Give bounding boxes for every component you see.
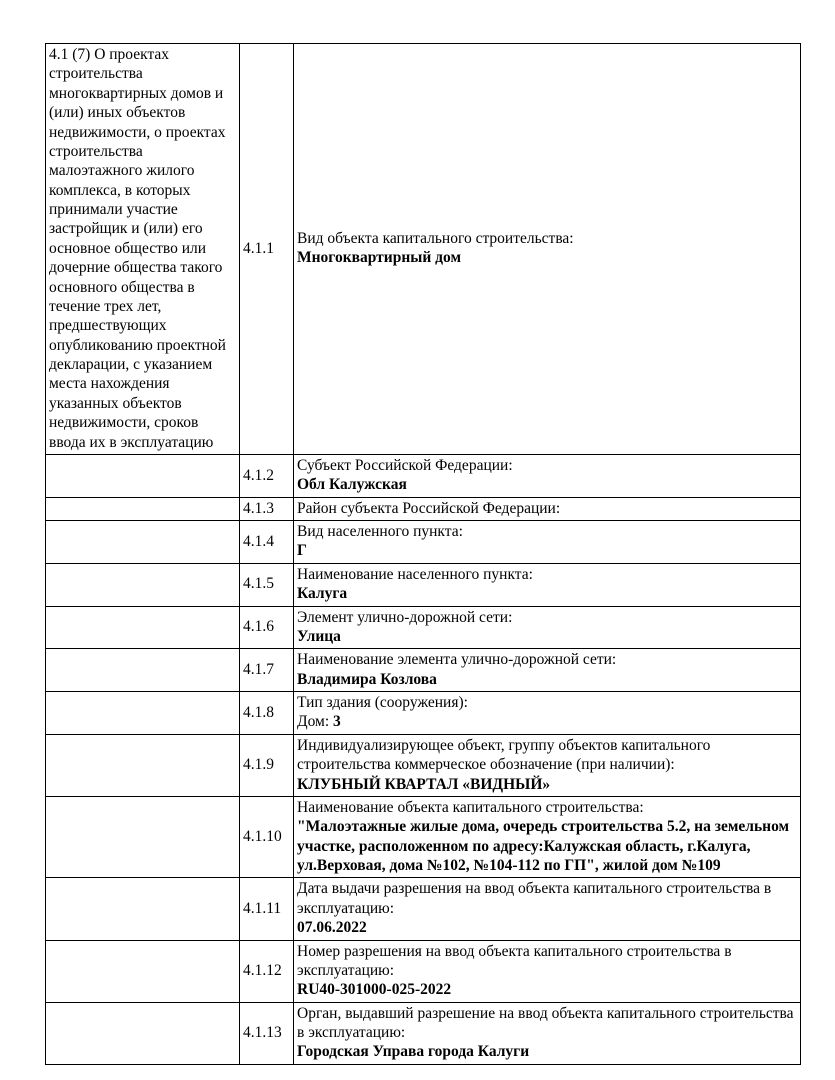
row-number: 4.1.10 — [240, 796, 294, 878]
table-row — [46, 734, 801, 796]
field-value — [297, 918, 797, 937]
field-value — [297, 627, 797, 646]
table-row — [46, 649, 801, 692]
section-description-cell: 4.1 (7) О проектах строительства многоквартирных домов и (или) иных объектов недвижимости, о проектах строительства малоэтажного жилого комплекса, в которых принимали участие застройщик и (или) его основное общество или дочерние общества такого основного общества в течение трех лет, предшествующих опубликованию проектной декларации, с указанием места нахождения указанных объектов недвижимости, сроков ввода их в эксплуатацию — [46, 44, 240, 455]
table-row — [46, 44, 801, 455]
row-content — [294, 497, 801, 520]
left-column-empty-cell — [46, 734, 240, 796]
row-number: 4.1.5 — [240, 563, 294, 606]
field-label: Вид объекта капитального строительства: — [297, 230, 574, 248]
row-content — [294, 521, 801, 564]
field-value-prefix: Дом: — [297, 713, 334, 731]
field-value-text: "Малоэтажные жилые дома, очередь строительства 5.2, на земельном участке, расположенном по адресу:Калужская область, г.Калуга, ул.Верховая, дома №102, №104-112 по ГП", жилой дом №109 — [297, 818, 790, 874]
field-label: Тип здания (сооружения): — [297, 694, 468, 711]
field-label: Индивидуализирующее объект, группу объектов капитального строительства коммерческое обозначение (при наличии): — [297, 736, 711, 774]
field-value-text: Г — [297, 542, 307, 560]
row-number: 4.1.4 — [240, 521, 294, 564]
row-content — [294, 692, 801, 735]
field-value — [297, 541, 797, 560]
table-row — [46, 454, 801, 497]
field-value-text: Многоквартирный дом — [297, 249, 462, 267]
row-number: 4.1.13 — [240, 1002, 294, 1064]
table-row — [46, 563, 801, 606]
left-column-empty-cell — [46, 521, 240, 564]
left-column-empty-cell — [46, 454, 240, 497]
left-column-empty-cell — [46, 796, 240, 878]
row-number: 4.1.12 — [240, 940, 294, 1002]
field-label: Район субъекта Российской Федерации: — [297, 499, 561, 517]
row-content — [294, 734, 801, 796]
row-number: 4.1.7 — [240, 649, 294, 692]
field-value — [297, 584, 797, 603]
row-number: 4.1.9 — [240, 734, 294, 796]
left-column-empty-cell — [46, 606, 240, 649]
field-value — [297, 1042, 797, 1061]
field-label: Орган, выдавший разрешение на ввод объекта капитального строительства в эксплуатацию: — [297, 1004, 794, 1041]
field-label: Дата выдачи разрешения на ввод объекта капитального строительства в эксплуатацию: — [297, 880, 772, 917]
field-value-text: Владимира Козлова — [297, 670, 437, 688]
row-number: 4.1.2 — [240, 454, 294, 497]
row-content — [294, 940, 801, 1002]
row-content — [294, 563, 801, 606]
row-number: 4.1.6 — [240, 606, 294, 649]
left-column-empty-cell — [46, 940, 240, 1002]
field-label: Наименование элемента улично-дорожной сети: — [297, 651, 617, 669]
row-content — [294, 878, 801, 940]
table-row — [46, 521, 801, 564]
field-label: Наименование населенного пункта: — [297, 565, 533, 583]
row-number: 4.1.11 — [240, 878, 294, 940]
field-value — [297, 475, 797, 494]
row-content — [294, 606, 801, 649]
declaration-table — [45, 43, 801, 1065]
left-column-empty-cell — [46, 1002, 240, 1064]
table-row — [46, 1002, 801, 1064]
field-value-text: 3 — [333, 713, 341, 731]
field-label: Элемент улично-дорожной сети: — [297, 608, 513, 626]
field-value-text: Улица — [297, 627, 341, 645]
field-label: Номер разрешения на ввод объекта капитального строительства в эксплуатацию: — [297, 942, 732, 979]
table-row — [46, 692, 801, 735]
left-column-empty-cell — [46, 692, 240, 735]
field-value — [297, 980, 797, 999]
field-value-text: Калуга — [297, 585, 348, 603]
field-label: Субъект Российской Федерации: — [297, 456, 513, 474]
row-content — [294, 44, 801, 455]
left-column-empty-cell — [46, 649, 240, 692]
field-label: Наименование объекта капитального строительства: — [297, 798, 644, 816]
field-value-text: Обл Калужская — [297, 476, 407, 494]
left-column-empty-cell — [46, 878, 240, 940]
table-row — [46, 497, 801, 520]
field-value — [297, 775, 797, 794]
field-value — [297, 670, 797, 689]
field-value — [297, 817, 797, 875]
row-content — [294, 649, 801, 692]
left-column-empty-cell — [46, 497, 240, 520]
field-label: Вид населенного пункта: — [297, 523, 463, 540]
field-value-text: RU40-301000-025-2022 — [297, 981, 452, 999]
row-number: 4.1.8 — [240, 692, 294, 735]
field-value-text: 07.06.2022 — [297, 919, 367, 937]
table-row — [46, 606, 801, 649]
row-content — [294, 454, 801, 497]
table-row — [46, 940, 801, 1002]
left-column-empty-cell — [46, 563, 240, 606]
row-content — [294, 796, 801, 878]
field-value — [297, 712, 797, 731]
field-value-text: КЛУБНЫЙ КВАРТАЛ «ВИДНЫЙ» — [297, 775, 551, 793]
table-row — [46, 796, 801, 878]
field-value — [297, 248, 797, 267]
row-content — [294, 1002, 801, 1064]
field-value-text: Городская Управа города Калуги — [297, 1043, 530, 1061]
row-number: 4.1.3 — [240, 497, 294, 520]
row-number: 4.1.1 — [240, 44, 294, 455]
table-row — [46, 878, 801, 940]
